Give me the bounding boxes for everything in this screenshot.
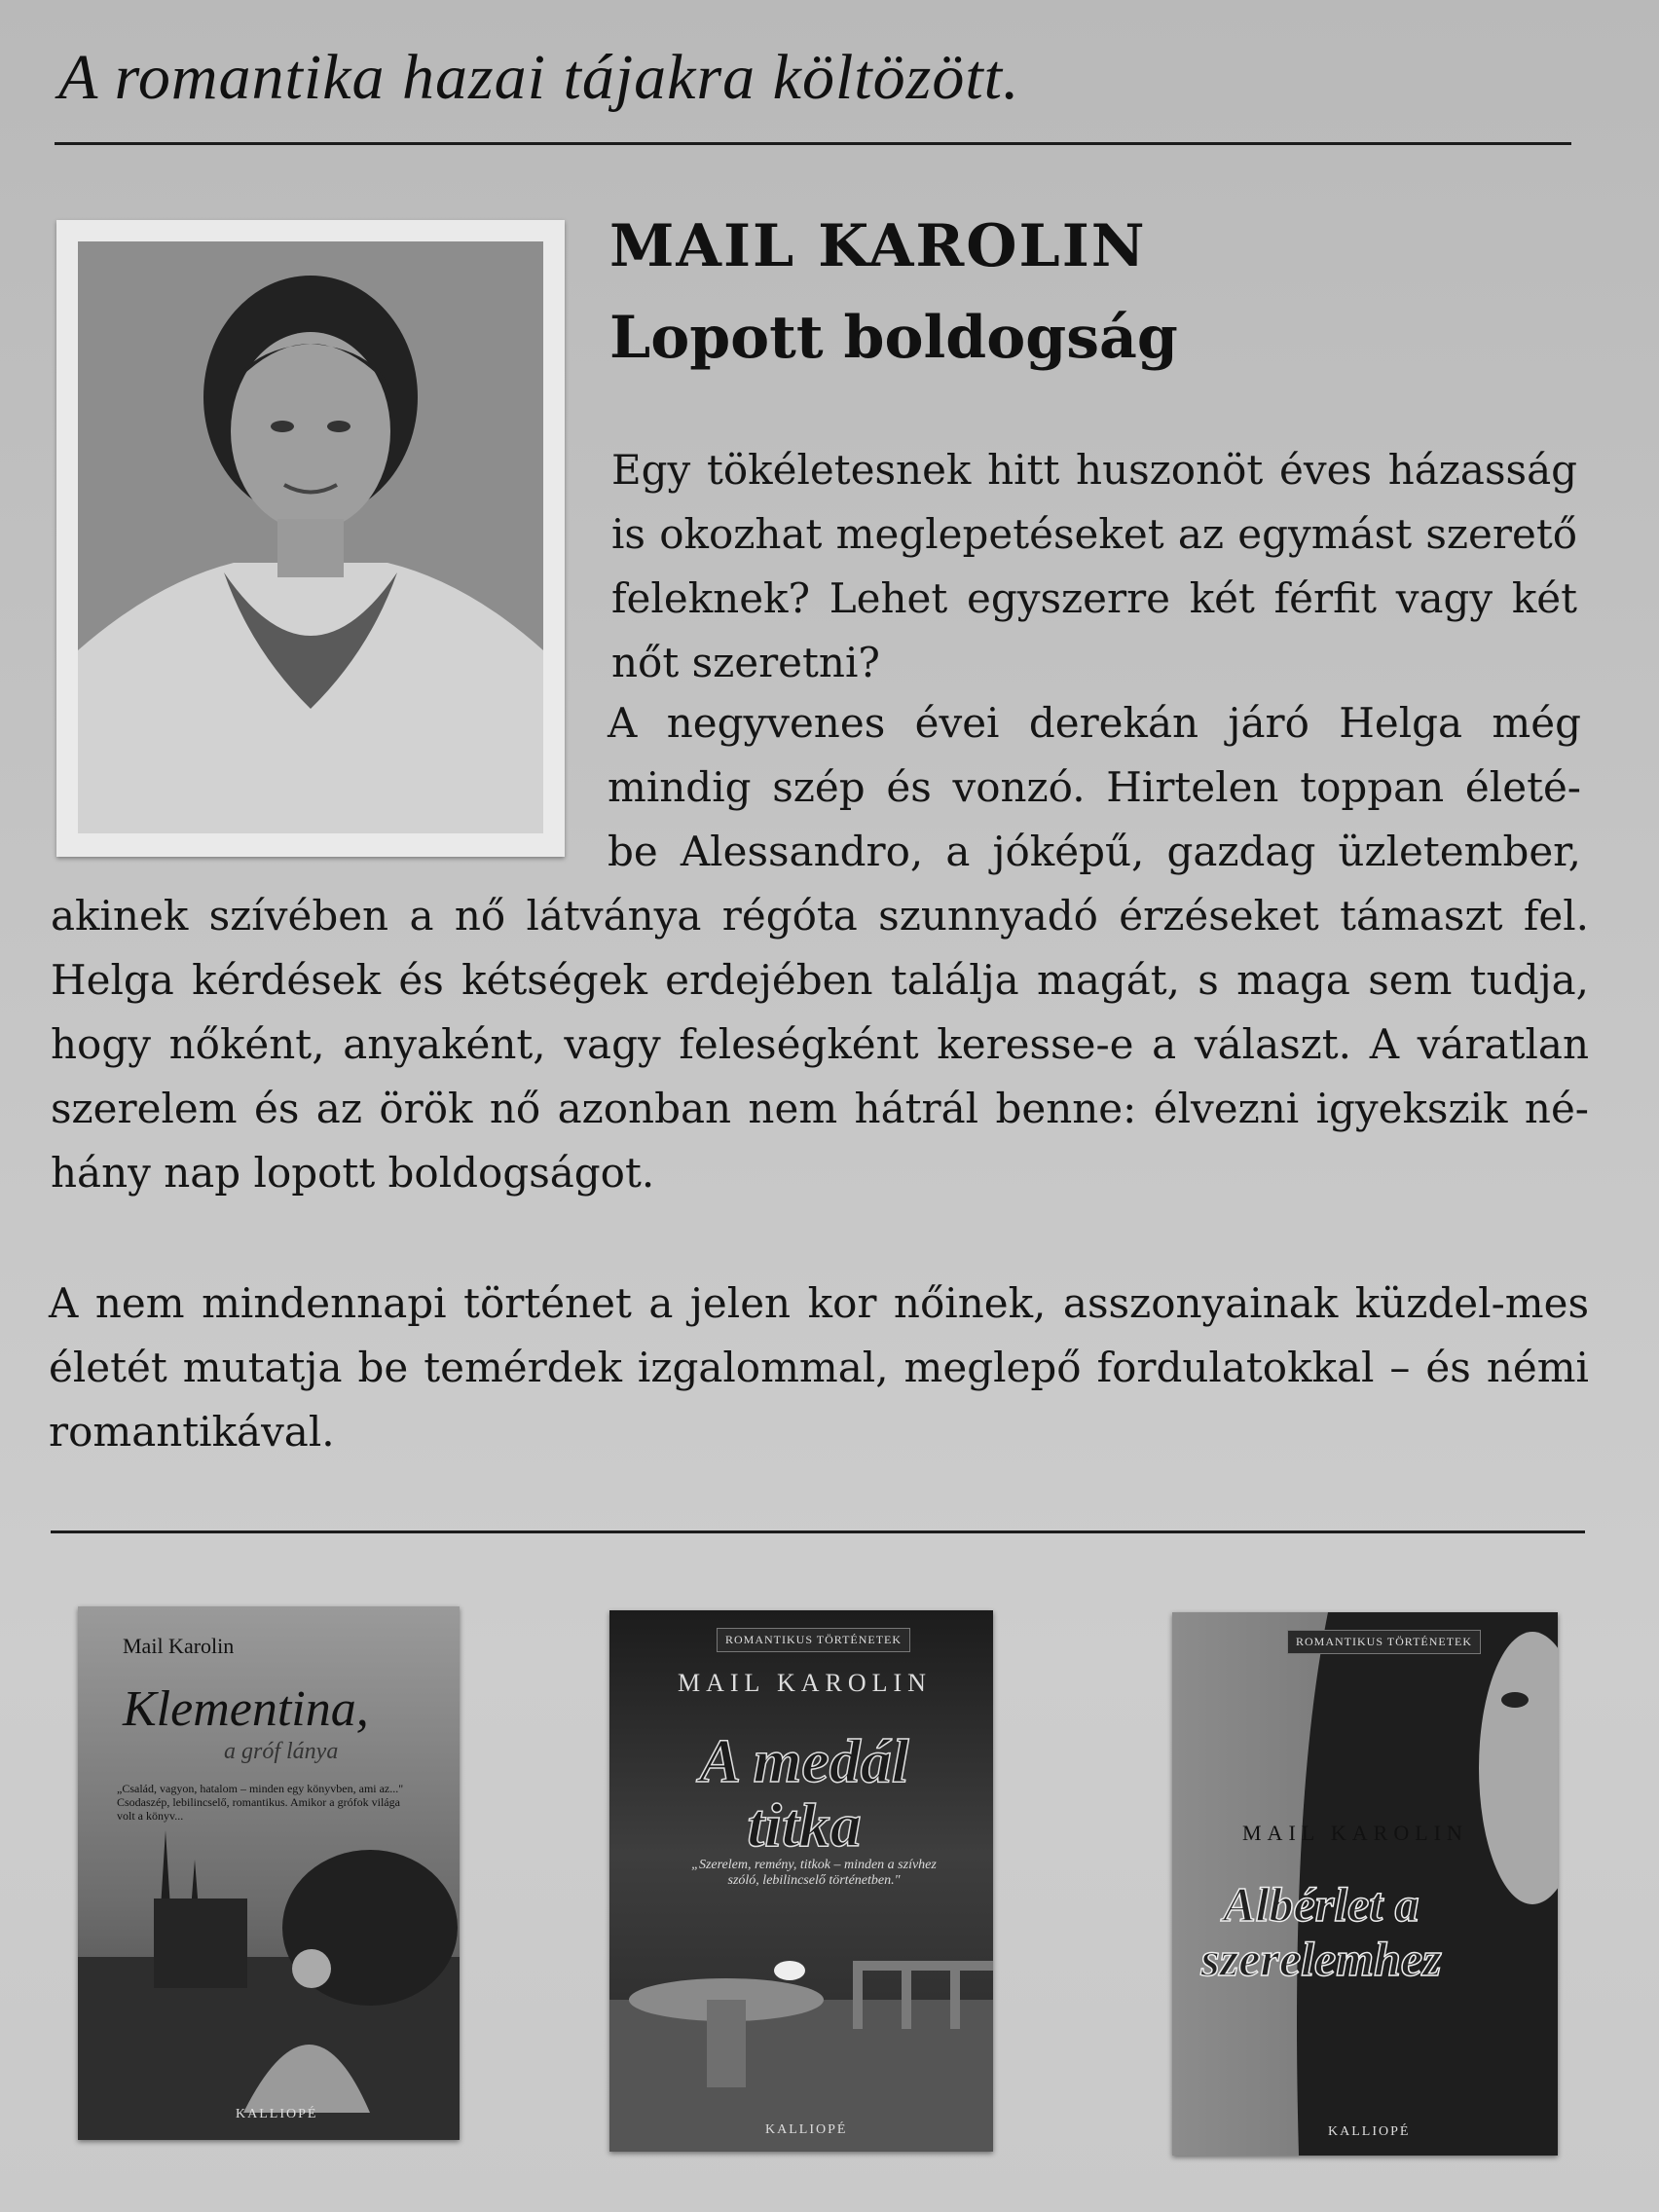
cover-publisher: KALLIOPÉ xyxy=(1328,2124,1411,2139)
description-paragraph-2-end: akinek szívében a nő látványa régóta szunnyadó érzéseket támaszt fel. Helga kérdések és kétségek erdejében találja magát, s maga sem tudja, hogy nőként, anyaként, vagy feleségként keresse-e a választ. A váratlan szerelem és az örök nő azonban nem hátrál benne: élvezni igyekszik né-hány nap lopott boldogságot. xyxy=(51,892,1589,1197)
author-name: MAIL KAROLIN xyxy=(609,212,1147,280)
cover-title: Albérlet a szerelemhez xyxy=(1200,1877,1442,1986)
cover-author: MAIL KAROLIN xyxy=(678,1669,932,1697)
description-paragraph-2-start: A negyvenes évei derekán járó Helga még mindig szép és vonzó. Hirtelen toppan életé-be Alessandro, a jóképű, gazdag üzletember, xyxy=(608,699,1581,875)
cover-author: Mail Karolin xyxy=(123,1634,235,1658)
description-paragraph-1: Egy tökéletesnek hitt huszonöt éves házasság is okozhat meglepetéseket az egymást szerető feleknek? Lehet egyszerre két férfit vagy két nőt szeretni? xyxy=(611,446,1577,686)
book-cover-alberlet-a-szerelemhez xyxy=(1172,1612,1558,2156)
cover-title: A medál titka xyxy=(699,1726,909,1860)
author-photo xyxy=(56,220,565,857)
book-cover-klementina xyxy=(78,1606,460,2140)
description-paragraph-3: A nem mindennapi történet a jelen kor nőinek, asszonyainak küzdel-mes életét mutatja be temérdek izgalommal, meglepő fordulatokkal – és némi romantikával. xyxy=(49,1279,1589,1456)
cover-tagline: „Szerelem, remény, titkok – minden a szívhez szóló, lebilincselő történetben." xyxy=(691,1858,937,1888)
bottom-divider xyxy=(51,1530,1585,1533)
cover-publisher: KALLIOPÉ xyxy=(765,2122,848,2137)
cover-blurb: „Család, vagyon, hatalom – minden egy könyvben, ami az..." Csodaszép, lebilincselő, romantikus. Amikor a grófok világa volt a könyv... xyxy=(117,1782,404,1823)
cover-title: Klementina, xyxy=(123,1681,369,1737)
cover-subtitle: a gróf lánya xyxy=(224,1739,339,1764)
cover-author: MAIL KAROLIN xyxy=(1242,1821,1468,1845)
book-cover-a-medal-titka xyxy=(609,1610,993,2152)
top-divider xyxy=(55,142,1571,145)
cover-series-label: ROMANTIKUS TÖRTÉNETEK xyxy=(1287,1630,1481,1654)
author-portrait-image xyxy=(78,241,543,833)
cover-series-label: ROMANTIKUS TÖRTÉNETEK xyxy=(717,1628,910,1652)
cover-publisher: KALLIOPÉ xyxy=(236,2107,318,2121)
book-title: Lopott boldogság xyxy=(609,304,1178,372)
page-tagline: A romantika hazai tájakra költözött. xyxy=(58,42,1020,113)
